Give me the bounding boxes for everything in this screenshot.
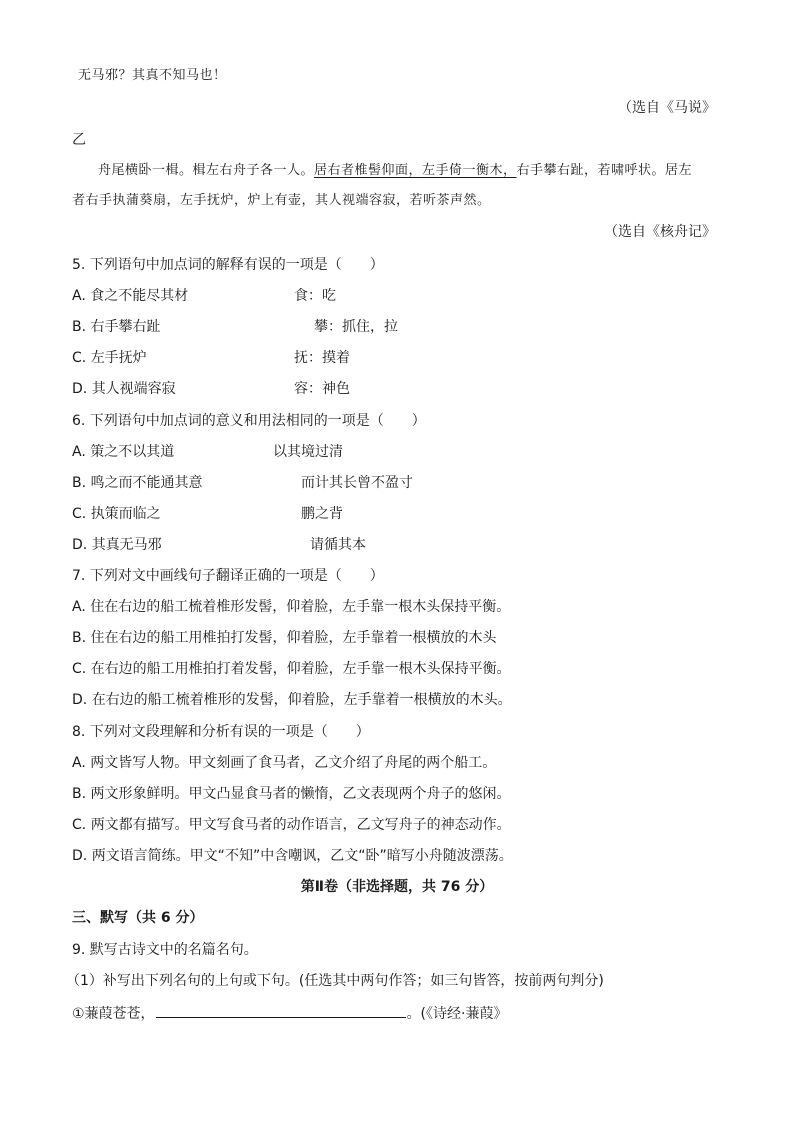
option-text: 两文皆写人物。甲文刻画了食马者，乙文介绍了舟尾的两个船工。 [90,755,497,771]
option-text: 在右边的船工用椎拍打着发髻，仰着脸，左手靠一根木头保持平衡。 [90,661,511,677]
option-label: B. [72,786,87,802]
option-text: 在右边的船工梳着椎形的发髻，仰着脸，左手靠着一根横放的木头。 [91,692,512,708]
option-label: A. [72,599,86,615]
option-gloss: 抚：摸着 [294,350,350,366]
option-text: 执策而临之 [90,506,161,522]
q9-item-1 [72,1002,507,1024]
question-8-stem: 8. 下列对文段理解和分析有误的一项是（ ） [72,724,370,740]
option-gloss: 以其境过清 [273,444,343,460]
passage-jia-ending: 无马邪？其真不知马也！ [78,68,227,83]
option-label: B. [72,319,87,335]
option-label: A. [72,288,86,304]
section-title: 第Ⅱ卷（非选择题，共 76 分） [300,879,494,895]
passage-yi-text: 右手攀右趾，若啸呼状。居左 [516,163,693,178]
option-text: 右手攀右趾 [90,319,161,335]
question-7-stem: 7. 下列对文中画线句子翻译正确的一项是（ ） [72,568,384,584]
passage-yi-line-2: 者右手执蒲葵扇，左手抚炉，炉上有壶，其人视端容寂，若听茶声然。 [72,193,491,208]
option-label: C. [72,661,87,677]
q5-option-c[interactable] [72,348,350,368]
q6-option-c[interactable] [72,504,343,524]
option-text: 其真无马邪 [91,537,162,553]
underlined-sentence-1: 居右者椎髻仰面， [314,163,423,178]
option-label: D. [72,692,88,708]
q7-option-a[interactable] [72,597,510,617]
answer-blank[interactable] [156,1002,406,1018]
question-9-sub-1: （1）补写出下列名句的上句或下句。(任选其中两句作答；如三句皆答，按前两句判分) [66,973,604,989]
option-gloss: 攀：抓住，拉 [314,319,398,335]
option-text: 两文都有描写。甲文写食马者的动作语言，乙文写舟子的神态动作。 [90,817,511,833]
option-text: 左手抚炉 [90,350,147,366]
option-text: 两文语言简练。甲文“不知”中含嘲讽，乙文“卧”暗写小舟随波漂荡。 [91,848,513,864]
q7-option-c[interactable] [72,659,511,679]
question-5-stem: 5. 下列语句中加点词的解释有误的一项是（ ） [72,257,384,273]
q8-option-b[interactable] [72,784,511,804]
option-gloss: 而计其长曾不盈寸 [301,475,413,491]
underlined-sentence-2: 左手倚一衡木， [422,163,517,178]
option-label: D. [72,381,88,397]
option-label: A. [72,444,86,460]
passage-yi-line-1 [98,161,692,181]
option-label: C. [72,350,87,366]
option-text: 住在右边的船工梳着椎形发髻，仰着脸，左手靠一根木头保持平衡。 [90,599,511,615]
option-label: A. [72,755,86,771]
source-jia: （选自《马说》 [618,100,716,116]
option-gloss: 食：吃 [294,288,336,304]
q5-option-d[interactable] [72,379,350,399]
option-label: D. [72,537,88,553]
passage-yi-text: 舟尾横卧一楫。楫左右舟子各一人。 [98,163,315,178]
q5-option-b[interactable] [72,317,398,337]
item-1-prefix: ①蒹葭苍苍， [72,1006,155,1022]
option-gloss: 鹏之背 [301,506,343,522]
q8-option-d[interactable] [72,846,513,866]
source-yi: （选自《核舟记》 [604,224,716,240]
q5-option-a[interactable] [72,286,336,306]
option-label: C. [72,506,87,522]
option-text: 策之不以其道 [90,444,175,460]
option-label: B. [72,630,87,646]
q6-option-a[interactable] [72,442,343,462]
option-text: 食之不能尽其材 [90,288,189,304]
q8-option-c[interactable] [72,815,511,835]
option-text: 住在右边的船工用椎拍打发髻，仰着脸，左手靠着一根横放的木头 [90,630,497,646]
option-text: 鸣之而不能通其意 [90,475,203,491]
q6-option-b[interactable] [72,473,413,493]
option-label: B. [72,475,87,491]
q7-option-b[interactable] [72,628,497,648]
option-label: D. [72,848,88,864]
q7-option-d[interactable] [72,690,512,710]
question-6-stem: 6. 下列语句中加点词的意义和用法相同的一项是（ ） [72,413,426,429]
option-label: C. [72,817,87,833]
item-1-suffix: 。(《诗经·蒹葭》 [406,1006,508,1022]
question-9-stem: 9. 默写古诗文中的名篇名句。 [72,942,258,958]
option-gloss: 容：神色 [294,381,350,397]
part-3-heading: 三、默写（共 6 分） [72,910,204,926]
q8-option-a[interactable] [72,753,496,773]
q6-option-d[interactable] [72,535,366,555]
option-text: 其人视端容寂 [91,381,176,397]
option-text: 两文形象鲜明。甲文凸显食马者的懒惰，乙文表现两个舟子的悠闲。 [90,786,511,802]
option-gloss: 请循其本 [310,537,366,553]
label-yi: 乙 [72,132,86,148]
